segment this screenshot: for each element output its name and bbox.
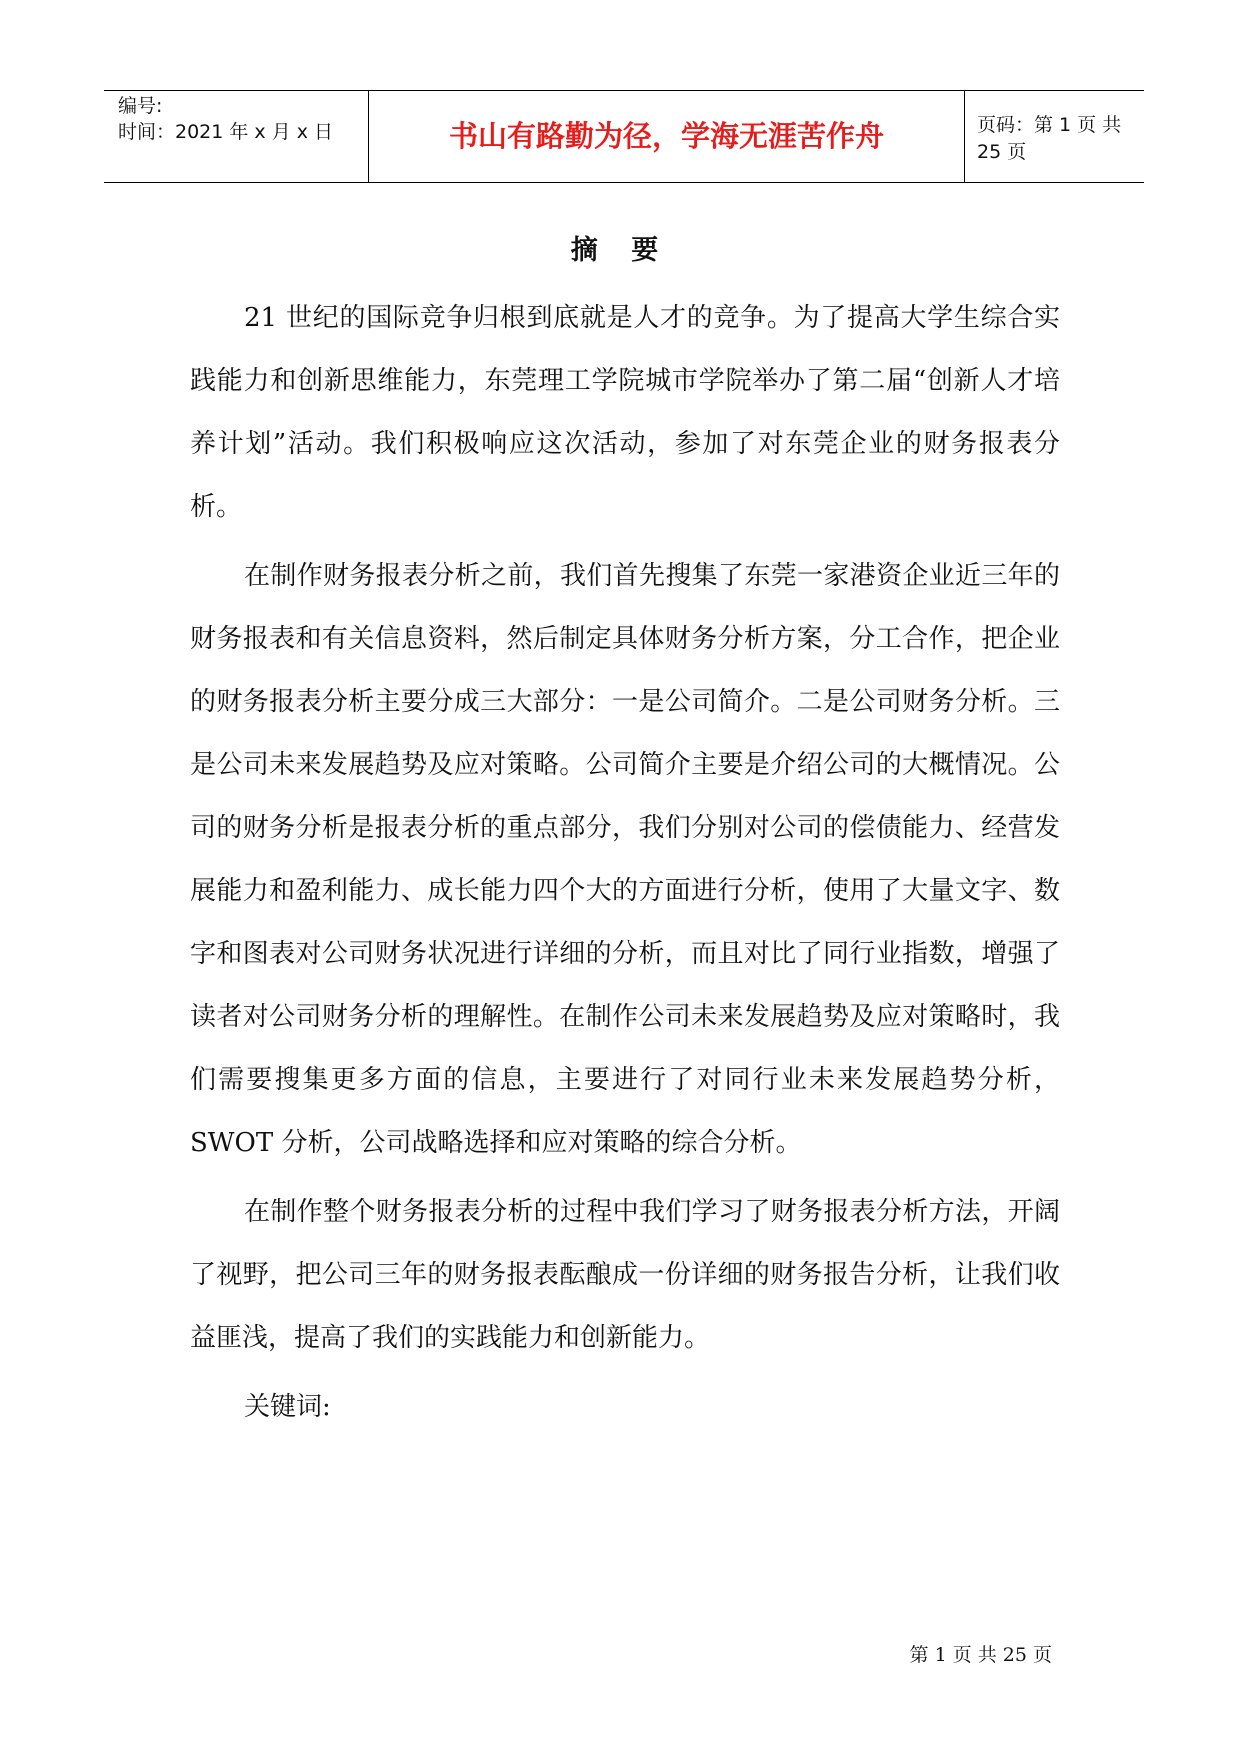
page-footer: 第 1 页 共 25 页 [909,1644,1052,1666]
abstract-paragraph: 21 世纪的国际竞争归根到底就是人才的竞争。为了提高大学生综合实践能力和创新思维能力，东莞理工学院城市学院举办了第二届“创新人才培养计划”活动。我们积极响应这次活动，参加了对东莞企业的财务报表分析。 [190,303,1060,522]
abstract-body [190,287,1060,1439]
document-header [104,90,1144,183]
document-number-label: 编号: [118,95,163,117]
page-title: 摘 要 [570,235,671,266]
abstract-paragraph: 在制作整个财务报表分析的过程中我们学习了财务报表分析方法，开阔了视野，把公司三年的财务报表酝酿成一份详细的财务报告分析，让我们收益匪浅，提高了我们的实践能力和创新能力。 [190,1197,1060,1353]
keywords-label: 关键词: [244,1392,331,1422]
abstract-paragraph: 在制作财务报表分析之前，我们首先搜集了东莞一家港资企业近三年的财务报表和有关信息资料，然后制定具体财务分析方案，分工合作，把企业的财务报表分析主要分成三大部分：一是公司简介。二是公司财务分析。三是公司未来发展趋势及应对策略。公司简介主要是介绍公司的大概情况。公司的财务分析是报表分析的重点部分，我们分别对公司的偿债能力、经营发展能力和盈利能力、成长能力四个大的方面进行分析，使用了大量文字、数字和图表对公司财务状况进行详细的分析，而且对比了同行业指数，增强了读者对公司财务分析的理解性。在制作公司未来发展趋势及应对策略时，我们需要搜集更多方面的信息，主要进行了对同行业未来发展趋势分析，SWOT 分析，公司战略选择和应对策略的综合分析。 [190,561,1060,1158]
document-date: 时间：2021 年 x 月 x 日 [118,121,334,143]
header-page-number: 页码：第 1 页 共 25 页 [977,113,1122,163]
header-meta [104,91,369,182]
header-motto: 书山有路勤为径，学海无涯苦作舟 [369,91,965,182]
